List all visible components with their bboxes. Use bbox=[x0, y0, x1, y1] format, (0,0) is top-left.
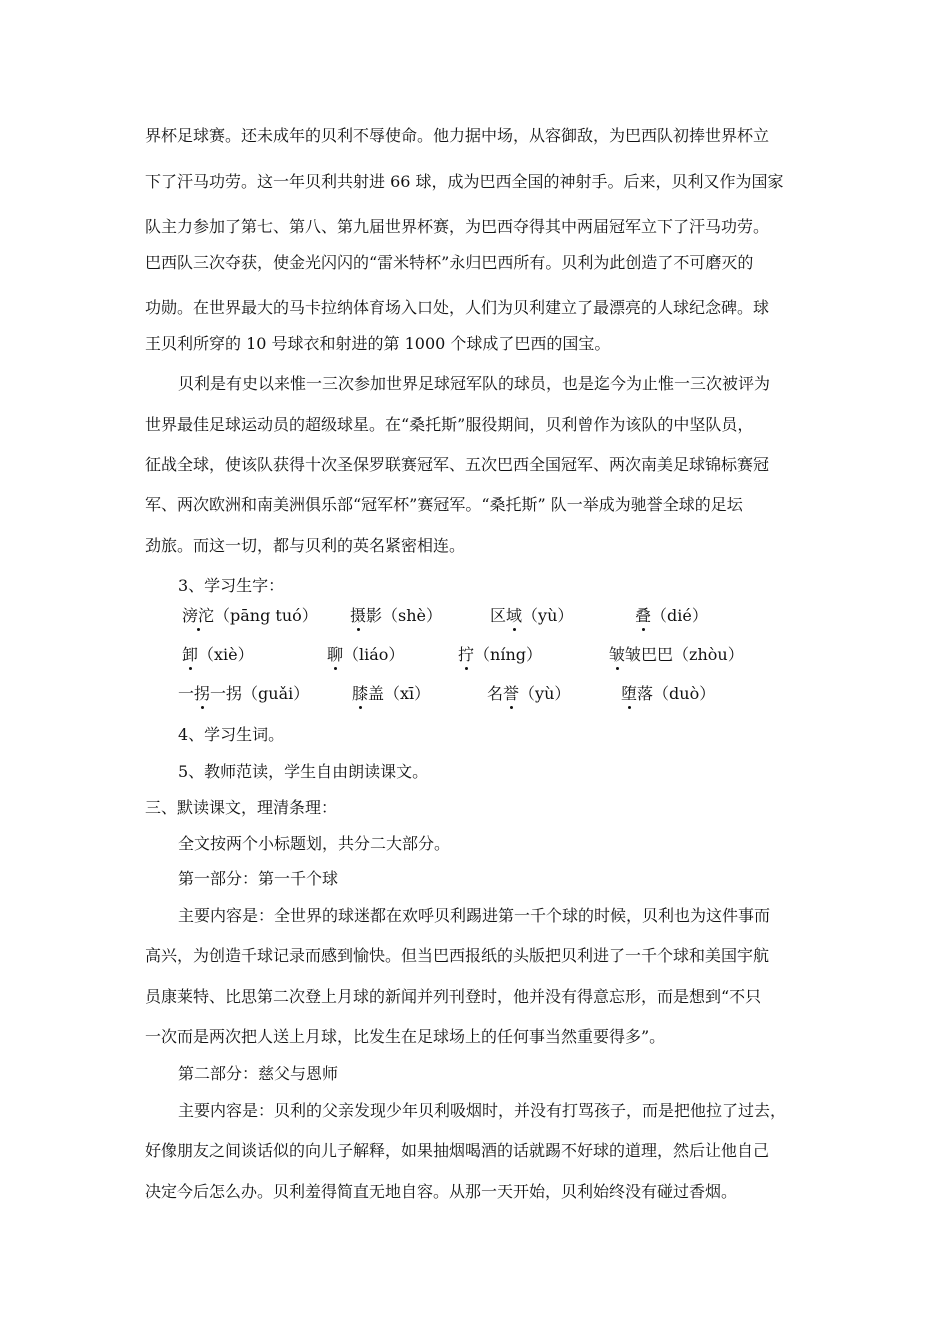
vocab-item: 堕落（duò） bbox=[621, 684, 716, 703]
paragraph-line: 界杯足球赛。还未成年的贝利不辱使命。他力据中场，从容御敌，为巴西队初捧世界杯立 bbox=[145, 126, 770, 145]
vocab-item: 拧（níng） bbox=[458, 645, 542, 664]
vocab-item: 滂沱（pāng tuó） bbox=[182, 606, 318, 625]
paragraph-line: 王贝利所穿的 10 号球衣和射进的第 1000 个球成了巴西的国宝。 bbox=[145, 334, 611, 353]
paragraph-line: 军、两次欧洲和南美洲俱乐部“冠军杯”赛冠军。“桑托斯” 队一举成为驰誉全球的足坛 bbox=[145, 495, 743, 514]
paragraph-line: 队主力参加了第七、第八、第九届世界杯赛，为巴西夺得其中两届冠军立下了汗马功劳。 bbox=[145, 217, 770, 236]
paragraph-line: 劲旅。而这一切，都与贝利的英名紧密相连。 bbox=[145, 536, 466, 555]
vocab-item: 聊（liáo） bbox=[327, 645, 405, 664]
vocab-item: 叠（dié） bbox=[635, 606, 708, 625]
paragraph-line: 员康莱特、比思第二次登上月球的新闻并列刊登时，他并没有得意忘形，而是想到“不只 bbox=[145, 987, 762, 1006]
paragraph-line: 下了汗马功劳。这一年贝利共射进 66 球，成为巴西全国的神射手。后来，贝利又作为国家 bbox=[145, 172, 784, 191]
vocab-item: 膝盖（xī） bbox=[352, 684, 431, 703]
vocab-item: 摄影（shè） bbox=[350, 606, 443, 625]
vocab-item: 名誉（yù） bbox=[487, 684, 571, 703]
vocab-item: 一拐一拐（guǎi） bbox=[178, 684, 310, 703]
paragraph-line: 主要内容是：贝利的父亲发现少年贝利吸烟时，并没有打骂孩子，而是把他拉了过去， bbox=[178, 1101, 787, 1120]
paragraph-line: 好像朋友之间谈话似的向儿子解释，如果抽烟喝酒的话就踢不好球的道理，然后让他自己 bbox=[145, 1141, 770, 1160]
paragraph-line: 贝利是有史以来惟一三次参加世界足球冠军队的球员，也是迄今为止惟一三次被评为 bbox=[178, 374, 771, 393]
vocab-item: 卸（xiè） bbox=[182, 645, 254, 664]
paragraph-line: 决定今后怎么办。贝利羞得简直无地自容。从那一天开始，贝利始终没有碰过香烟。 bbox=[145, 1182, 738, 1201]
paragraph-line: 高兴，为创造千球记录而感到愉快。但当巴西报纸的头版把贝利进了一千个球和美国宇航 bbox=[145, 946, 770, 965]
list-item: 5、教师范读，学生自由朗读课文。 bbox=[178, 762, 429, 781]
section-heading: 3、学习生字： bbox=[178, 576, 285, 595]
paragraph-line: 征战全球，使该队获得十次圣保罗联赛冠军、五次巴西全国冠军、两次南美足球锦标赛冠 bbox=[145, 455, 770, 474]
section-heading: 三、默读课文，理清条理： bbox=[145, 798, 338, 817]
overview-text: 全文按两个小标题划，共分二大部分。 bbox=[178, 834, 451, 853]
paragraph-line: 巴西队三次夺获，使金光闪闪的“雷米特杯”永归巴西所有。贝利为此创造了不可磨灭的 bbox=[145, 253, 754, 272]
part-title: 第二部分：慈父与恩师 bbox=[178, 1064, 339, 1083]
paragraph-line: 功勋。在世界最大的马卡拉纳体育场入口处，人们为贝利建立了最漂亮的人球纪念碑。球 bbox=[145, 298, 770, 317]
vocab-item: 皱皱巴巴（zhòu） bbox=[609, 645, 744, 664]
paragraph-line: 世界最佳足球运动员的超级球星。在“桑托斯”服役期间，贝利曾作为该队的中坚队员， bbox=[145, 415, 754, 434]
vocab-item: 区域（yù） bbox=[490, 606, 574, 625]
paragraph-line: 一次而是两次把人送上月球，比发生在足球场上的任何事当然重要得多”。 bbox=[145, 1027, 666, 1046]
list-item: 4、学习生词。 bbox=[178, 725, 285, 744]
paragraph-line: 主要内容是：全世界的球迷都在欢呼贝利踢进第一千个球的时候，贝利也为这件事而 bbox=[178, 906, 771, 925]
part-title: 第一部分：第一千个球 bbox=[178, 869, 339, 888]
